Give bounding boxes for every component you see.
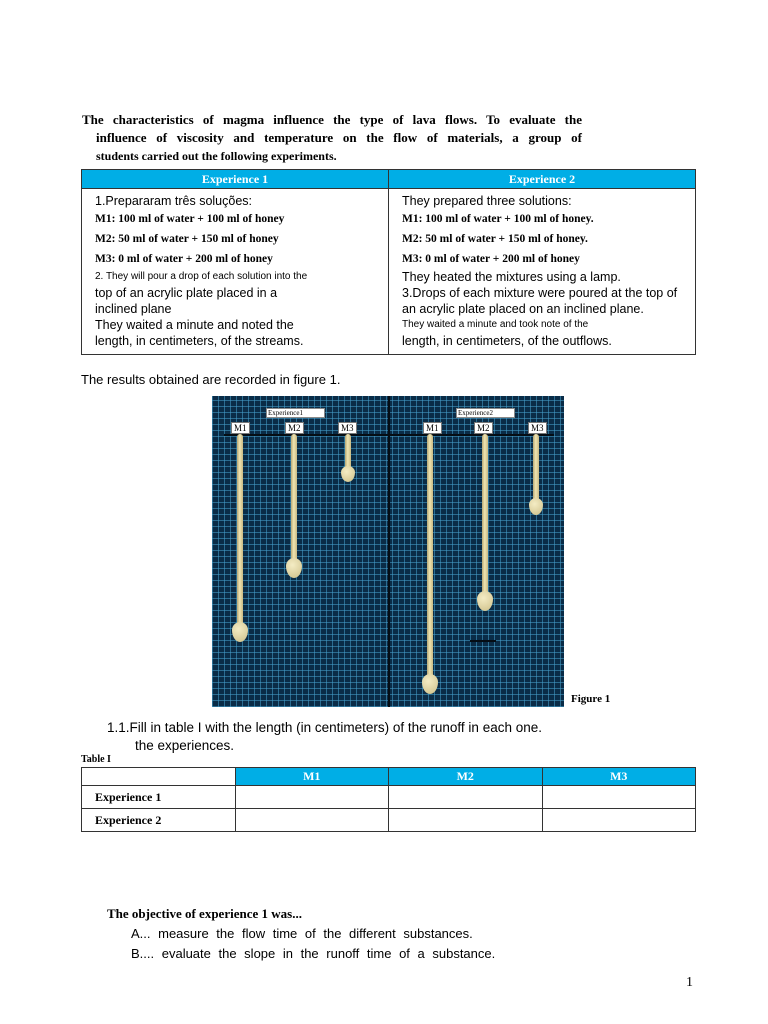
exp1-m3-label: M3 <box>338 422 357 434</box>
experience-2-label: Experience2 <box>456 408 515 418</box>
question-1-1-line-2: the experiences. <box>135 738 235 753</box>
intro-line-1: The characteristics of magma influence the type of lava flows. To evaluate the <box>82 112 582 127</box>
procedure-line: M2: 50 ml of water + 150 ml of honey. <box>402 233 588 245</box>
divider-line <box>388 396 390 707</box>
figure-1-image <box>212 396 564 707</box>
procedure-line: M3: 0 ml of water + 200 ml of honey <box>402 253 580 265</box>
table-1-cell-exp2-m2[interactable] <box>389 809 543 832</box>
exp2-m1-label: M1 <box>423 422 442 434</box>
exp1-m2-stream <box>291 434 297 569</box>
procedure-line: 1.Prepararam três soluções: <box>95 194 253 208</box>
table-row <box>82 786 696 809</box>
table-row <box>82 809 696 832</box>
table-1-header-m3: M3 <box>542 768 696 786</box>
objective-question: The objective of experience 1 was... <box>107 906 302 921</box>
question-1-1-line-1: 1.1.Fill in table I with the length (in centimeters) of the runoff in each one. <box>107 720 542 735</box>
scale-bar <box>470 640 496 642</box>
table-1 <box>81 767 696 832</box>
question-1-1 <box>107 719 542 755</box>
table-1-row-label: Experience 2 <box>82 809 236 832</box>
procedure-line: 2. They will pour a drop of each solution into the <box>95 271 308 282</box>
procedure-line: 3.Drops of each mixture were poured at the top of <box>402 286 678 300</box>
procedure-line: M1: 100 ml of water + 100 ml of honey. <box>402 213 594 225</box>
experience-1-procedure <box>82 189 389 355</box>
exp2-m2-stream <box>482 434 488 599</box>
table-1-row-label: Experience 1 <box>82 786 236 809</box>
table-1-header-m2: M2 <box>389 768 543 786</box>
exp2-m3-label: M3 <box>528 422 547 434</box>
experience-2-header: Experience 2 <box>389 170 696 189</box>
table-1-cell-exp2-m3[interactable] <box>542 809 696 832</box>
intro-paragraph <box>82 111 582 165</box>
procedure-line: top of an acrylic plate placed in a <box>95 286 278 300</box>
table-1-cell-exp2-m1[interactable] <box>235 809 389 832</box>
page-number: 1 <box>686 975 693 990</box>
experience-1-header: Experience 1 <box>82 170 389 189</box>
table-1-header-m1: M1 <box>235 768 389 786</box>
table-1-cell-exp1-m3[interactable] <box>542 786 696 809</box>
results-text: The results obtained are recorded in figure 1. <box>81 372 341 387</box>
experience-1-label: Experience1 <box>266 408 325 418</box>
procedure-line: M3: 0 ml of water + 200 ml of honey <box>95 253 273 265</box>
procedure-line: inclined plane <box>95 302 172 316</box>
procedure-line: length, in centimeters, of the streams. <box>95 334 304 348</box>
exp2-m2-drop <box>477 591 493 611</box>
procedure-line: They prepared three solutions: <box>402 194 572 208</box>
figure-caption: Figure 1 <box>571 693 611 705</box>
table-1-cell-exp1-m1[interactable] <box>235 786 389 809</box>
procedure-line: They waited a minute and took note of the <box>402 319 589 330</box>
intro-line-2: influence of viscosity and temperature on the flow of materials, a group of <box>96 130 582 145</box>
intro-line-3: students carried out the following experiments. <box>96 149 337 163</box>
procedure-line: They waited a minute and noted the <box>95 318 294 332</box>
table-1-cell-exp1-m2[interactable] <box>389 786 543 809</box>
experiments-table <box>81 169 696 355</box>
procedure-line: They heated the mixtures using a lamp. <box>402 270 621 284</box>
table-1-label: Table I <box>81 754 111 765</box>
exp2-m1-stream <box>427 434 433 684</box>
procedure-line: an acrylic plate placed on an inclined plane. <box>402 302 644 316</box>
exp1-m2-drop <box>286 558 302 578</box>
exp1-m2-label: M2 <box>285 422 304 434</box>
exp1-m1-drop <box>232 622 248 642</box>
exp1-m3-drop <box>341 466 355 482</box>
procedure-line: M1: 100 ml of water + 100 ml of honey <box>95 213 285 225</box>
experience-2-procedure <box>389 189 696 355</box>
exp1-m1-stream <box>237 434 243 634</box>
procedure-line: M2: 50 ml of water + 150 ml of honey <box>95 233 279 245</box>
exp2-m2-label: M2 <box>474 422 493 434</box>
exp2-m1-drop <box>422 674 438 694</box>
table-1-corner <box>82 768 236 786</box>
option-b: B.... evaluate the slope in the runoff time of a substance. <box>131 946 496 961</box>
exp2-m3-drop <box>529 498 543 515</box>
procedure-line: length, in centimeters, of the outflows. <box>402 334 612 348</box>
option-a: A... measure the flow time of the different substances. <box>131 926 473 941</box>
exp1-m1-label: M1 <box>231 422 250 434</box>
